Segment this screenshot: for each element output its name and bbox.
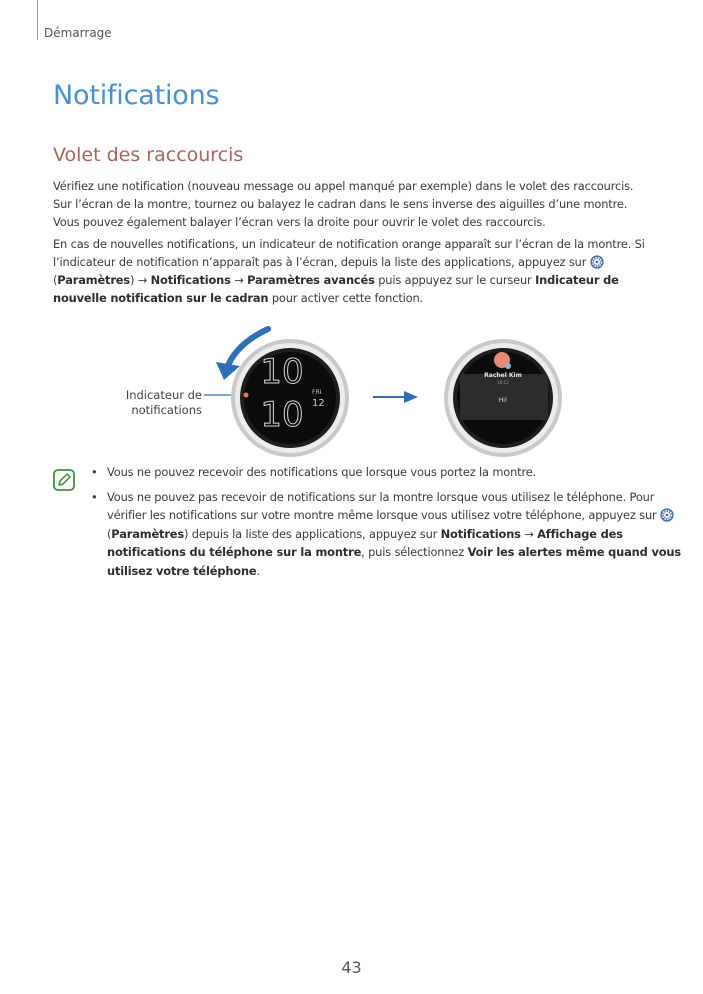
watch-illustration bbox=[0, 320, 703, 470]
note-pencil-icon bbox=[53, 469, 75, 491]
settings-gear-icon bbox=[590, 255, 604, 269]
settings-gear-icon bbox=[660, 508, 674, 522]
bold-notifications: Notifications bbox=[440, 526, 521, 541]
bold-settings: Paramètres bbox=[57, 273, 130, 287]
text-run: pour activer cette fonction. bbox=[268, 291, 424, 305]
contact-name: Rachel Kim bbox=[484, 372, 522, 379]
bold-settings: Paramètres bbox=[111, 526, 184, 541]
watch-date: 12 bbox=[312, 398, 325, 409]
section-header: Démarrage bbox=[44, 26, 112, 40]
bold-phone-notifications: Affichage des notifications du téléphone sur la montre bbox=[107, 526, 623, 559]
message-badge-icon bbox=[505, 363, 511, 369]
indicator-label: Indicateur de notifications bbox=[125, 388, 202, 417]
message-text: Hi! bbox=[498, 397, 508, 404]
watch-day: FRI bbox=[312, 389, 322, 396]
paragraph-intro: Vérifiez une notification (nouveau message ou appel manqué par exemple) dans le volet des raccourcis. Sur l’écran de la montre, tournez ou balayez le cadran dans le sens inverse des aiguilles d’une montre. Vous pouvez également balayer l’écran vers la droite pour ouvrir le volet des raccourcis. bbox=[53, 179, 634, 229]
paragraph-indicator bbox=[53, 235, 653, 307]
text-run: , puis sélectionnez bbox=[361, 545, 468, 559]
text-run: ( bbox=[53, 273, 58, 287]
text-run: Vous ne pouvez recevoir des notifications que lorsque vous portez la montre. bbox=[107, 465, 537, 479]
text-run: Vous ne pouvez pas recevoir de notifications sur la montre lorsque vous utilisez le téléphone. Pour vérifier les notifications sur votre montre même lorsque vous utilisez votre téléphone, appuyez sur bbox=[107, 489, 661, 522]
message-time: 10:12 bbox=[497, 380, 509, 385]
bold-notifications: Notifications bbox=[150, 273, 231, 287]
header-divider bbox=[37, 0, 38, 40]
transition-arrow-icon bbox=[404, 391, 418, 403]
page-number: 43 bbox=[341, 958, 362, 977]
arrow-text: → bbox=[230, 273, 248, 287]
arrow-text: → bbox=[520, 526, 538, 541]
bold-advanced-settings: Paramètres avancés bbox=[247, 273, 375, 287]
watch-minute: 10 bbox=[260, 395, 304, 435]
bold-alert-setting: Voir les alertes même quand vous utilisez votre téléphone bbox=[107, 545, 681, 578]
page-title: Notifications bbox=[53, 80, 220, 111]
watch-drawings bbox=[0, 320, 703, 470]
text-run: En cas de nouvelles notifications, un indicateur de notification orange apparaît sur l’écran de la montre. Si l’indicateur de notification n’apparaît pas à l’écran, depuis la liste des applications, appuyez sur bbox=[53, 237, 645, 269]
notes-list bbox=[91, 463, 691, 586]
text-run: ( bbox=[107, 526, 112, 541]
notification-indicator-dot bbox=[244, 393, 249, 398]
note-item bbox=[91, 488, 691, 581]
note-item bbox=[91, 463, 691, 482]
watch-face-2 bbox=[444, 339, 562, 457]
watch-face-1 bbox=[231, 339, 349, 457]
text-run: puis appuyez sur le curseur bbox=[374, 273, 536, 287]
text-run: ) → bbox=[130, 273, 151, 287]
section-subtitle: Volet des raccourcis bbox=[53, 144, 244, 166]
text-run: . bbox=[256, 563, 260, 578]
text-run: ) depuis la liste des applications, appuyez sur bbox=[184, 526, 441, 541]
bold-indicator-setting: Indicateur de nouvelle notification sur le cadran bbox=[53, 273, 619, 305]
watch-hour: 10 bbox=[260, 352, 304, 392]
